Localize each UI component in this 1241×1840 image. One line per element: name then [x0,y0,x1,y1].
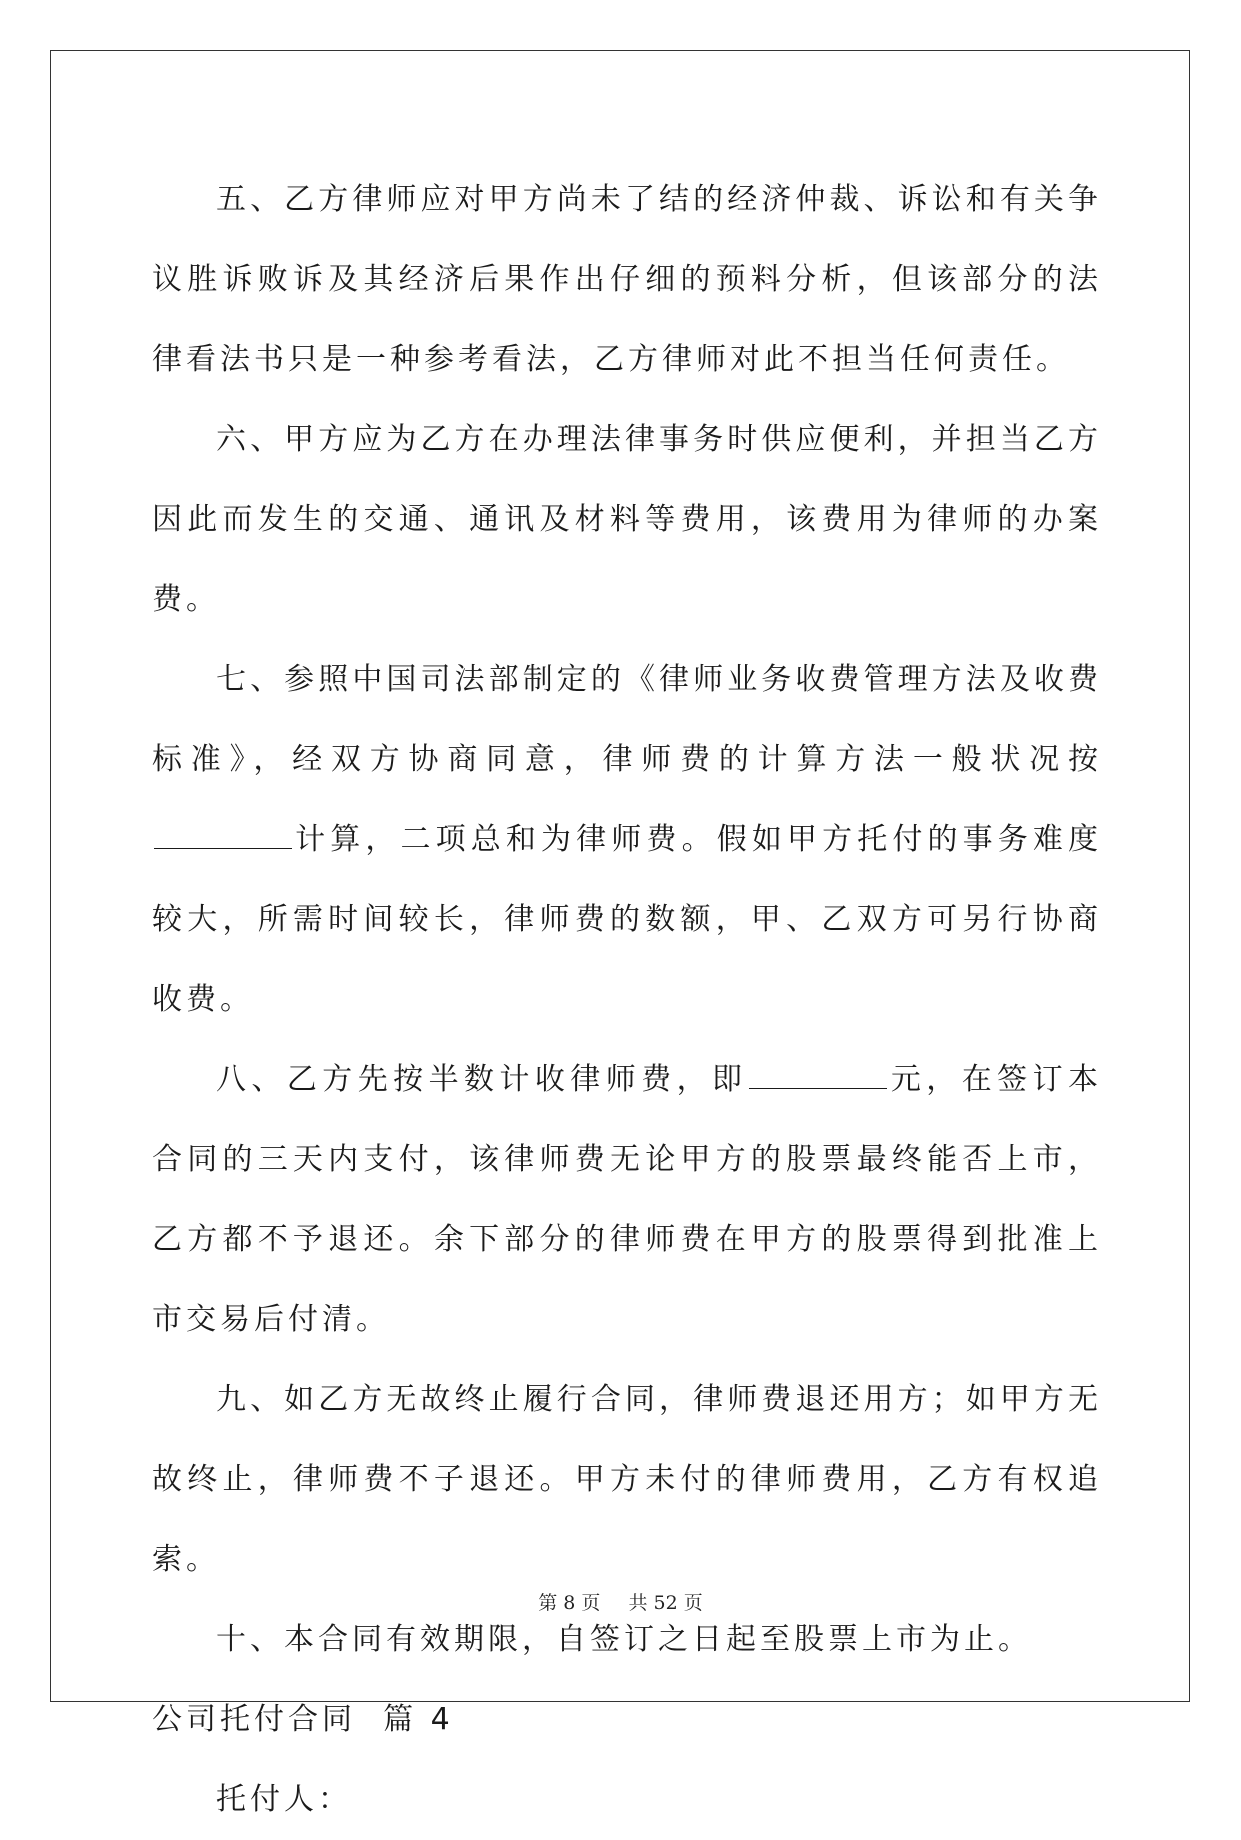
clause-8-text-after: 元，在签订本合同的三天内支付，该律师费无论甲方的股票最终能否上市，乙方都不予退还。余下部分的律师费在甲方的股票得到批准上市交易后付清。 [152,1062,1103,1337]
fill-in-blank-calculation-method [154,822,292,849]
clause-7-text-before: 七、参照中国司法部制定的《律师业务收费管理方法及收费标准》，经双方协商同意，律师费的计算方法一般状况按 [152,662,1102,777]
clause-8-text-before: 八、乙方先按半数计收律师费，即 [216,1062,748,1097]
fill-in-blank-amount [749,1062,887,1089]
clause-7 [152,640,1102,1040]
clause-9: 九、如乙方无故终止履行合同，律师费退还用方；如甲方无故终止，律师费不子退还。甲方未付的律师费用，乙方有权追索。 [152,1382,1102,1577]
page-footer [0,1588,1241,1615]
total-page-count: 共 52 页 [628,1592,703,1614]
clause-6: 六、甲方应为乙方在办理法律事务时供应便利，并担当乙方因此而发生的交通、通讯及材料等费用，该费用为律师的办案费。 [152,422,1102,617]
clause-5: 五、乙方律师应对甲方尚未了结的经济仲裁、诉讼和有关争议胜诉败诉及其经济后果作出仔细的预料分析，但该部分的法律看法书只是一种参考看法，乙方律师对此不担当任何责任。 [152,182,1102,377]
clause-8 [152,1040,1102,1360]
section-heading: 公司托付合同 篇 4 [152,1702,454,1737]
current-page-number: 第 8 页 [538,1592,601,1614]
clause-10: 十、本合同有效期限，自签订之日起至股票上市为止。 [216,1622,1032,1657]
clause-7-text-after: 计算，二项总和为律师费。假如甲方托付的事务难度较大，所需时间较长，律师费的数额，甲、乙双方可另行协商收费。 [152,822,1102,1017]
entrustor-label: 托付人： [216,1782,352,1817]
